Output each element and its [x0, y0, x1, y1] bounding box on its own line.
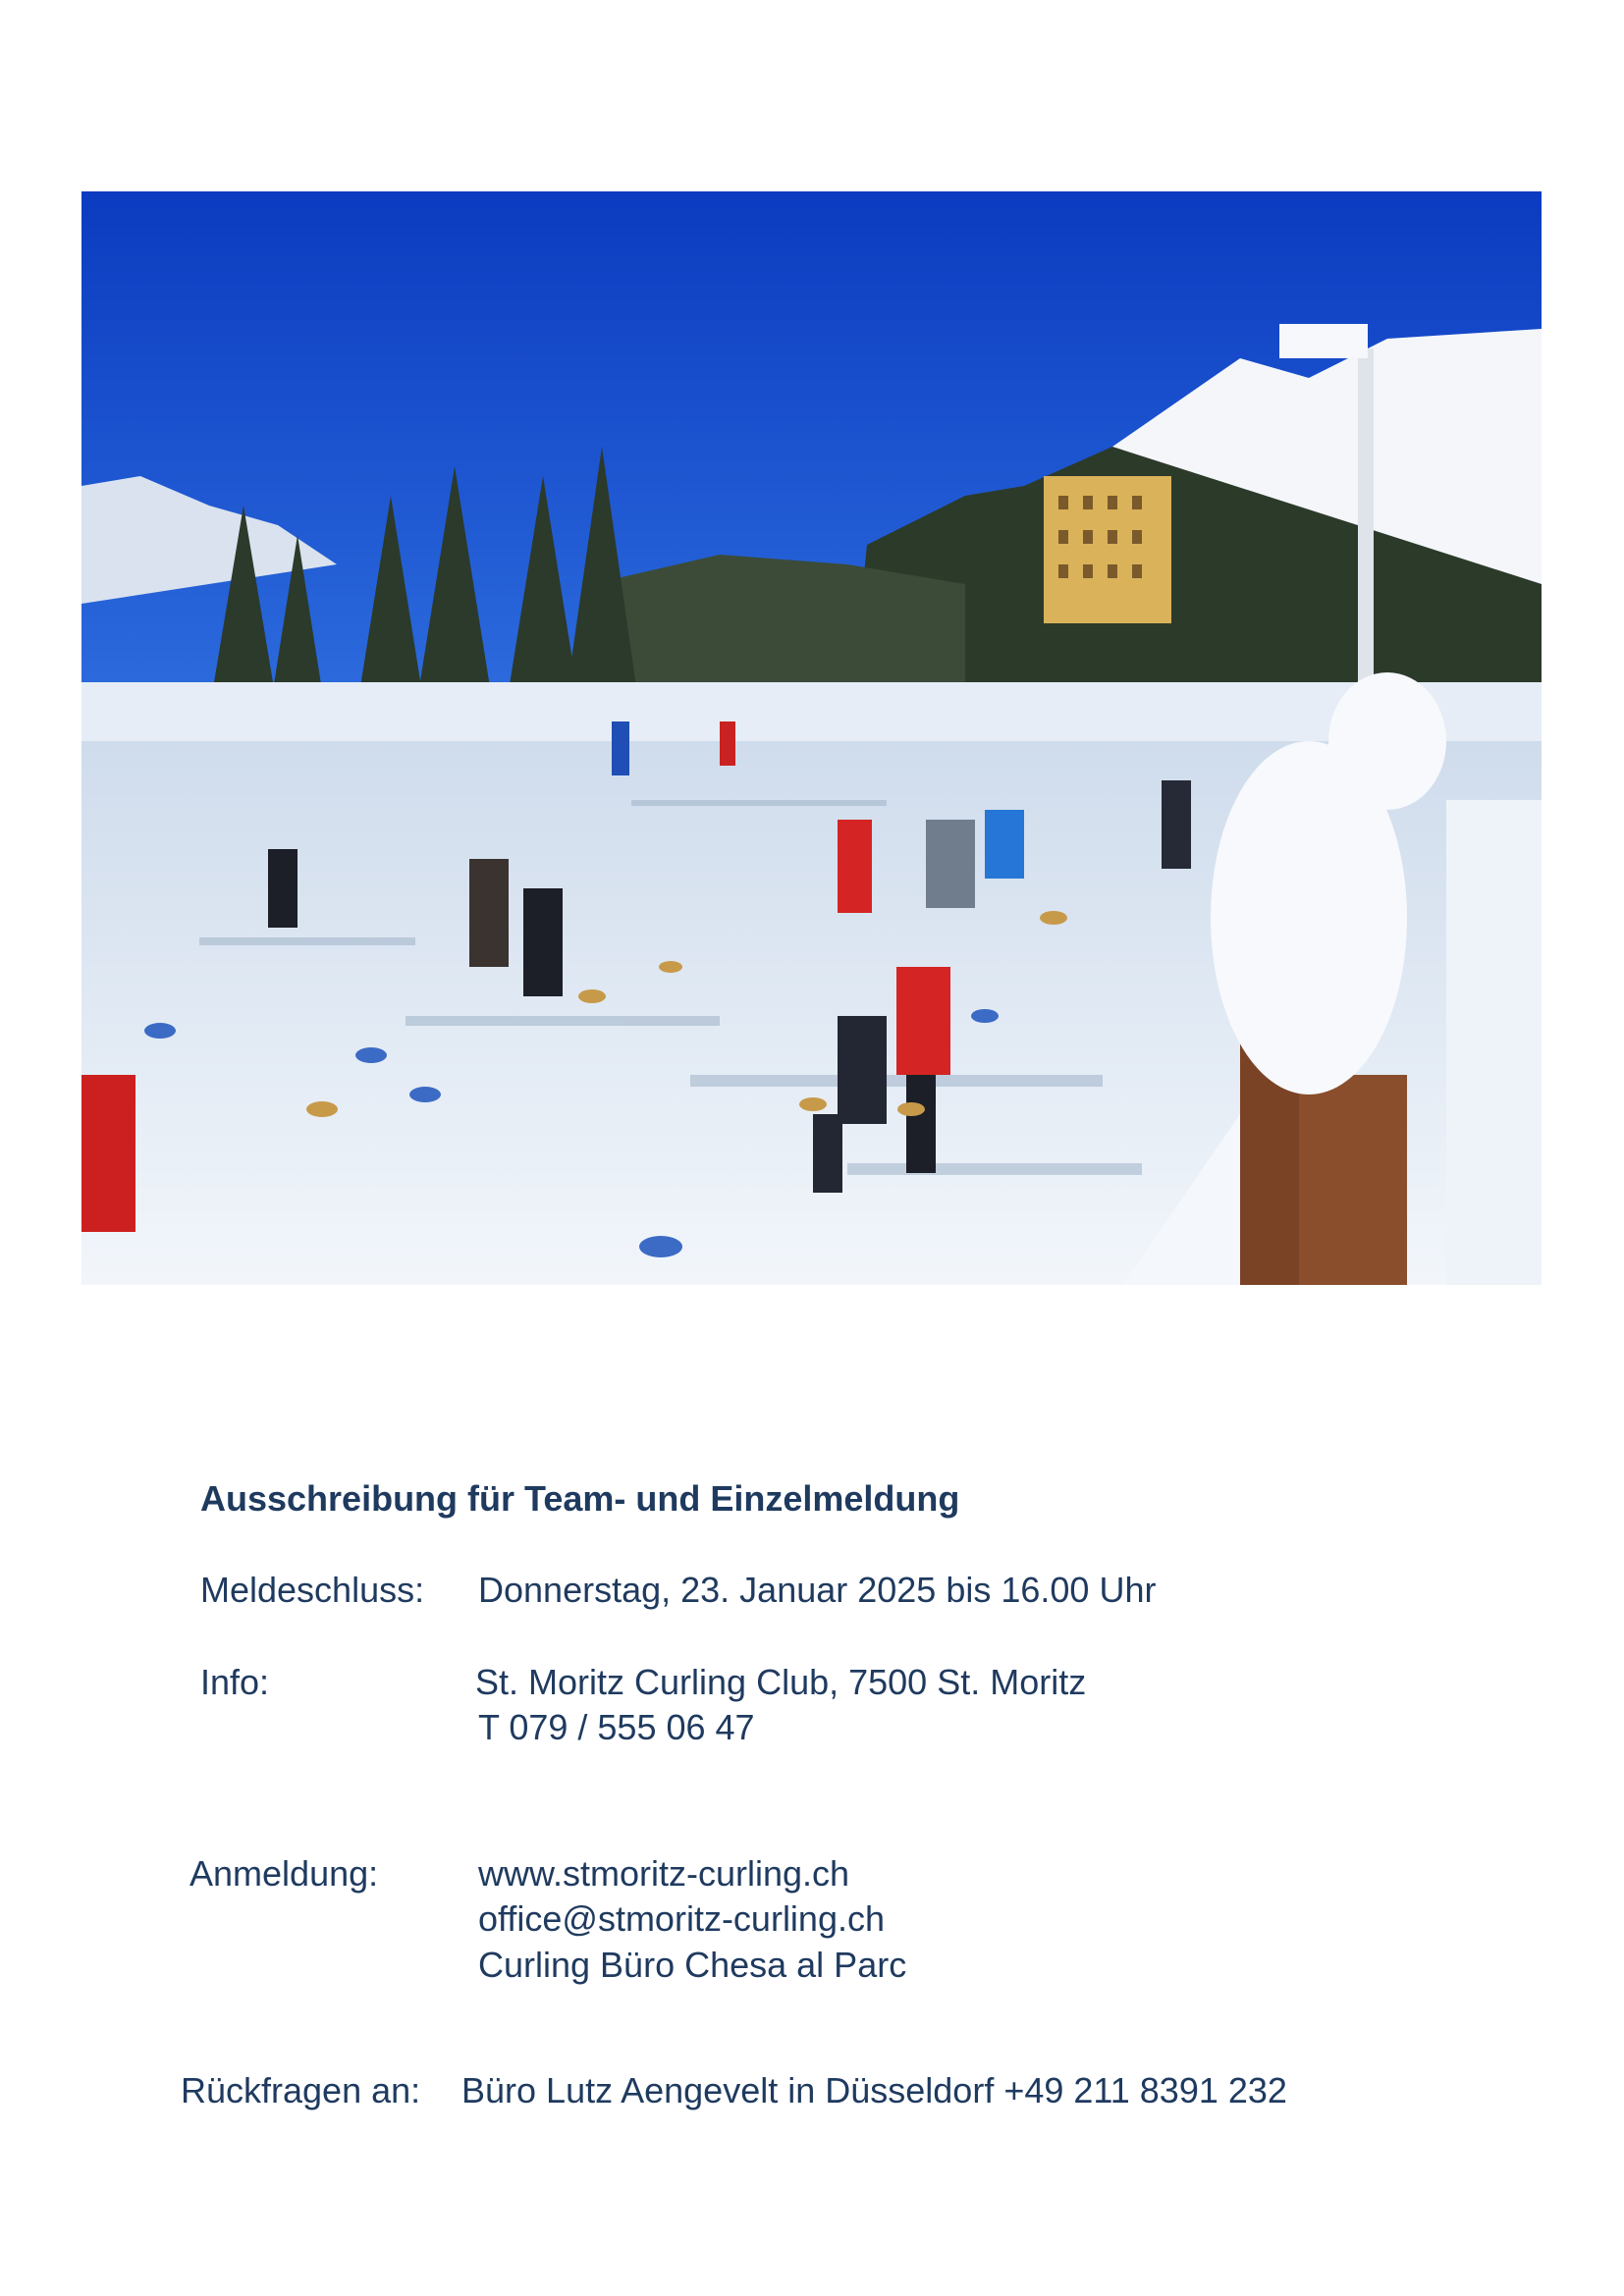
registration-website-link[interactable]: www.stmoritz-curling.ch [478, 1853, 850, 1894]
info-phone: T 079 / 555 06 47 [478, 1707, 755, 1747]
registration-office: Curling Büro Chesa al Parc [478, 1945, 907, 1985]
inquiries-label: Rückfragen an: [181, 2070, 421, 2110]
registration-label: Anmeldung: [189, 1853, 379, 1894]
info-club-address: St. Moritz Curling Club, 7500 St. Moritz [475, 1662, 1087, 1702]
curling-scene-illustration [81, 191, 1542, 1285]
info-label: Info: [200, 1662, 270, 1702]
deadline-label: Meldeschluss: [200, 1570, 425, 1610]
curling-rink-photo [81, 191, 1542, 1285]
announcement-heading: Ausschreibung für Team- und Einzelmeldung [200, 1478, 960, 1519]
registration-email-link[interactable]: office@stmoritz-curling.ch [478, 1898, 885, 1939]
deadline-value: Donnerstag, 23. Januar 2025 bis 16.00 Uhr [478, 1570, 1157, 1610]
inquiries-contact: Büro Lutz Aengevelt in Düsseldorf +49 211 8391 232 [461, 2070, 1287, 2110]
